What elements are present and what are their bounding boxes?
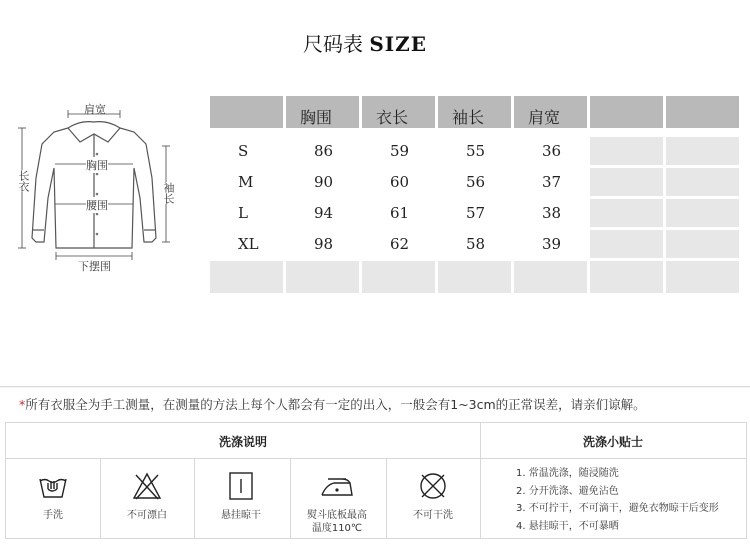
hang-dry-icon (194, 469, 288, 503)
size-table-header (210, 96, 739, 128)
title-cn: 尺码表 (302, 32, 363, 56)
table-cell (666, 137, 739, 165)
hem-label: 下摆围 (78, 260, 111, 273)
care-instructions (5, 422, 747, 539)
table-row (210, 168, 739, 196)
header-cell: 肩宽 (514, 96, 587, 128)
table-cell: 57 (438, 199, 511, 227)
table-cell: L (210, 199, 283, 227)
page-title (0, 28, 730, 57)
sleeve-label: 袖长 (162, 182, 175, 204)
table-cell: 86 (286, 137, 359, 165)
title-en: SIZE (369, 32, 427, 56)
shoulder-label: 肩宽 (84, 103, 106, 116)
size-table (207, 93, 742, 296)
table-cell: XL (210, 230, 283, 258)
table-row (210, 199, 739, 227)
note-star: * (19, 397, 26, 412)
table-row (210, 230, 739, 258)
header-cell (210, 96, 283, 128)
care-title: 洗涤说明 (218, 435, 267, 449)
shirt-diagram (14, 98, 174, 278)
care-item (386, 459, 480, 538)
table-cell: S (210, 137, 283, 165)
table-cell: 55 (438, 137, 511, 165)
care-item (100, 459, 194, 538)
care-item (6, 459, 100, 538)
table-cell: 39 (514, 230, 587, 258)
tip-item: 3. 不可拧干，不可滴干，避免衣物晾干后变形 (516, 503, 719, 514)
care-label: 不可漂白 (127, 510, 167, 521)
table-row (210, 137, 739, 165)
no-bleach-icon (100, 469, 194, 503)
chest-label: 胸围 (86, 159, 108, 172)
care-label: 手洗 (43, 510, 63, 521)
shirt-outline-icon (14, 98, 174, 278)
table-cell: 61 (362, 199, 435, 227)
table-cell: 37 (514, 168, 587, 196)
table-cell (666, 168, 739, 196)
table-cell (590, 137, 663, 165)
header-cell: 衣长 (362, 96, 435, 128)
table-cell: 90 (286, 168, 359, 196)
care-tips-list (516, 465, 719, 535)
header-cell (666, 96, 739, 128)
no-dry-clean-icon (386, 469, 480, 503)
length-label: 长衣 (17, 170, 30, 192)
table-cell: 58 (438, 230, 511, 258)
table-cell: 36 (514, 137, 587, 165)
waist-label: 腰围 (86, 199, 108, 212)
table-cell (666, 230, 739, 258)
table-cell (590, 168, 663, 196)
care-item (194, 459, 288, 538)
table-cell: 62 (362, 230, 435, 258)
header-cell: 袖长 (438, 96, 511, 128)
tip-item: 1. 常温洗涤，随浸随洗 (516, 468, 619, 479)
care-label: 不可干洗 (413, 510, 453, 521)
header-cell: 胸围 (286, 96, 359, 128)
table-cell (666, 199, 739, 227)
table-cell: 98 (286, 230, 359, 258)
iron-icon (290, 469, 384, 503)
table-cell: 59 (362, 137, 435, 165)
table-row-blank (210, 261, 739, 293)
table-cell: 38 (514, 199, 587, 227)
measurement-note (19, 395, 646, 413)
tip-item: 4. 悬挂晾干，不可暴晒 (516, 520, 619, 532)
table-cell: 94 (286, 199, 359, 227)
table-cell (590, 230, 663, 258)
tip-item: 2. 分开洗涤、避免沾色 (516, 485, 619, 497)
care-item (290, 459, 384, 538)
hand-wash-icon (6, 469, 100, 503)
table-cell: M (210, 168, 283, 196)
care-label: 悬挂晾干 (221, 510, 261, 521)
care-label: 熨斗底板最高 温度110℃ (307, 510, 367, 534)
table-cell: 56 (438, 168, 511, 196)
section-divider (0, 386, 750, 388)
header-cell (590, 96, 663, 128)
table-cell: 60 (362, 168, 435, 196)
note-text: 所有衣服全为手工测量，在测量的方法上每个人都会有一定的出入，一般会有1~3cm的正常误差，请亲们谅解。 (25, 397, 646, 412)
table-cell (590, 199, 663, 227)
tips-title: 洗涤小贴士 (582, 435, 643, 449)
